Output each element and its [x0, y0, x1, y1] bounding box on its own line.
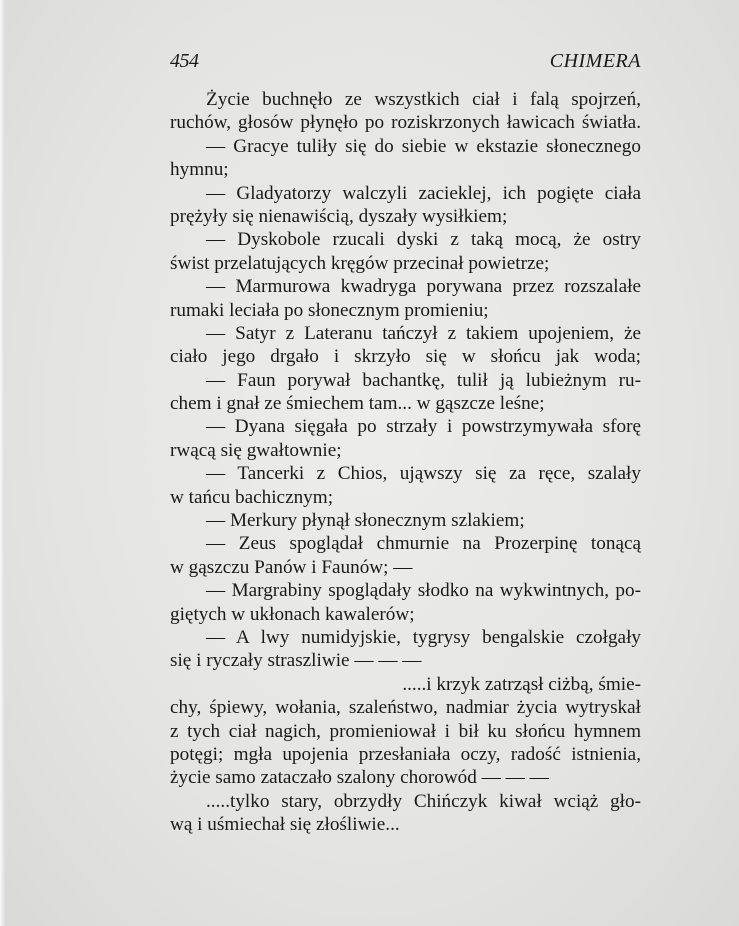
text-line: ciało jego drgało i skrzyło się w słońcu jak woda;: [170, 346, 641, 368]
text-line: Życie buchnęło ze wszystkich ciał i falą spojrzeń,: [206, 89, 641, 110]
text-line: świst przelatujących kręgów przecinał powietrze;: [170, 252, 550, 274]
text-line: potęgi; mgła upojenia przesłaniała oczy, radość istnienia,: [170, 743, 641, 765]
text-line: w tańcu bachicznym;: [170, 486, 334, 508]
text-line: — Faun porywał bachantkę, tulił ją lubieżnym ru-: [206, 369, 641, 391]
text-line: — Merkury płynął słonecznym szlakiem;: [206, 510, 525, 532]
text-line: — Zeus spoglądał chmurnie na Prozerpinę tonącą: [206, 533, 641, 555]
text-line: rumaki leciała po słonecznym promieniu;: [170, 299, 489, 321]
text-line: — Tancerki z Chios, ująwszy się za ręce, szalały: [206, 463, 641, 485]
page-number: 454: [170, 50, 199, 72]
page-header: [170, 50, 641, 76]
text-line: — Dyskobole rzucali dyski z taką mocą, że ostry: [206, 229, 641, 251]
text-line: z tych ciał nagich, promieniował i bił ku słońcu hymnem: [170, 720, 641, 742]
text-line: — A lwy numidyjskie, tygrysy bengalskie czołgały: [206, 626, 641, 648]
text-line: życie samo zataczało szalony chorowód — — —: [170, 767, 549, 789]
text-line: się i ryczały straszliwie — — —: [170, 650, 422, 672]
text-line: .....i krzyk zatrząsł ciżbą, śmie-: [402, 673, 641, 695]
text-line: giętych w ukłonach kawalerów;: [170, 603, 415, 625]
text-line: w gąszczu Panów i Faunów; —: [170, 556, 413, 578]
text-line: — Gladyatorzy walczyli zacieklej, ich pogięte ciała: [206, 182, 641, 204]
text-line: — Satyr z Lateranu tańczył z takiem upojeniem, że: [206, 322, 641, 344]
text-line: prężyły się nienawiścią, dyszały wysiłkiem;: [170, 205, 508, 227]
text-line: — Dyana sięgała po strzały i powstrzymywała sforę: [206, 416, 641, 438]
text-line: — Marmurowa kwadryga porywana przez rozszalałe: [206, 276, 641, 298]
text-line: rwącą się gwałtownie;: [170, 439, 342, 461]
text-line: hymnu;: [170, 159, 229, 181]
running-title: CHIMERA: [549, 50, 641, 72]
text-line: wą i uśmiechał się złośliwie...: [170, 814, 400, 836]
text-line: .....tylko stary, obrzydły Chińczyk kiwał wciąż gło-: [206, 790, 641, 812]
text-line: — Gracye tuliły się do siebie w ekstazie słonecznego: [206, 135, 641, 157]
text-line: — Margrabiny spoglądały słodko na wykwintnych, po-: [206, 580, 641, 602]
text-line: chy, śpiewy, wołania, szaleństwo, nadmiar życia wytryskał: [170, 697, 641, 719]
text-line: chem i gnał ze śmiechem tam... w gąszcze leśne;: [170, 393, 545, 415]
body-text: [170, 88, 641, 837]
page-edge-shadow: [0, 0, 5, 926]
text-line: ruchów, głosów płynęło po roziskrzonych ławicach światła.: [170, 112, 641, 134]
